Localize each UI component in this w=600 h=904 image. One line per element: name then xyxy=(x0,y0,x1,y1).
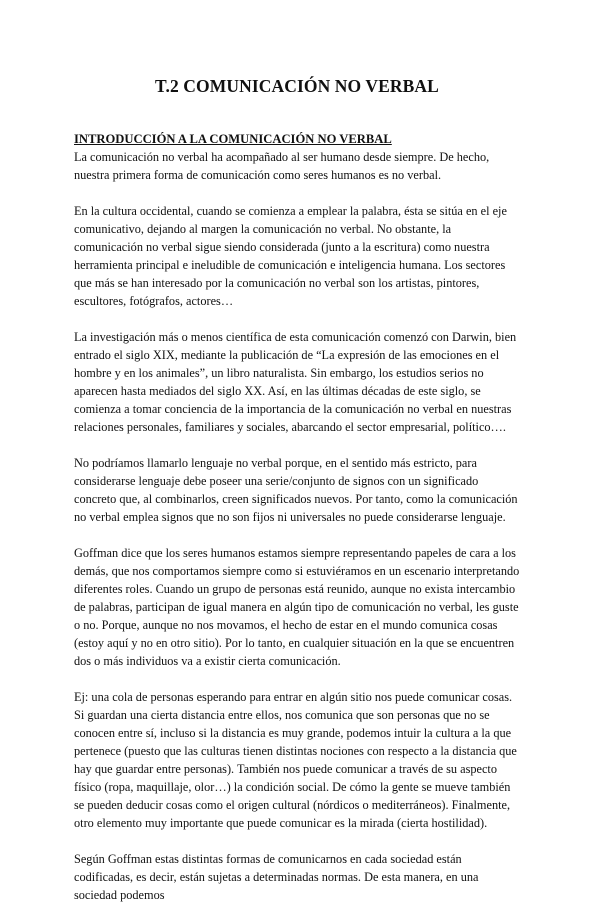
paragraph: Según Goffman estas distintas formas de comunicarnos en cada sociedad están codificadas, es decir, están sujetas a determinadas normas. De esta manera, en una sociedad podemos xyxy=(74,851,479,902)
paragraph: No podríamos llamarlo lenguaje no verbal porque, en el sentido más estricto, para considerarse lenguaje debe poseer una serie/conjunto de signos con un significado concreto que, al combinarlos, creen significados nuevos. Por tanto, como la comunicación no verbal emplea signos que no son fijos ni universales no puede considerarse lenguaje. xyxy=(74,455,518,524)
paragraph: En la cultura occidental, cuando se comienza a emplear la palabra, ésta se sitúa en el eje comunicativo, dejando al margen la comunicación no verbal. No obstante, la comunicación no verbal sigue siendo considerada (junto a la escritura) como nuestra herramienta principal e ineludible de comunicación e inteligencia humana. Los sectores que más se han interesado por la comunicación no verbal son los artistas, pintores, escultores, fotógrafos, actores… xyxy=(74,203,507,308)
paragraph: La investigación más o menos científica de esta comunicación comenzó con Darwin, bien entrado el siglo XIX, mediante la publicación de “La expresión de las emociones en el hombre y en los animales”, un libro naturalista. Sin embargo, los estudios serios no aparecen hasta mediados del siglo XX. Así, en las últimas décadas de este siglo, se comienza a tomar conciencia de la importancia de la comunicación no verbal en nuestras relaciones personales, familiares y sociales, abarcando el sector empresarial, político…. xyxy=(74,329,517,434)
paragraph: Goffman dice que los seres humanos estamos siempre representando papeles de cara a los demás, que nos comportamos siempre como si estuviéramos en un escenario interpretando diferentes roles. Cuando un grupo de personas está reunido, aunque no exista intercambio de palabras, participan de igual manera en algún tipo de comunicación no verbal, les guste o no. Porque, aunque no nos movamos, el hecho de estar en el mundo comunica cosas (estoy aquí y no en otro sitio). Por lo tanto, en cualquier situación en la que se encuentren dos o más individuos va a existir cierta comunicación. xyxy=(74,545,520,668)
page-title: T.2 COMUNICACIÓN NO VERBAL xyxy=(155,76,439,96)
paragraph: La comunicación no verbal ha acompañado al ser humano desde siempre. De hecho, nuestra primera forma de comunicación como seres humanos es no verbal. xyxy=(74,149,490,182)
section-heading: INTRODUCCIÓN A LA COMUNICACIÓN NO VERBAL xyxy=(74,132,392,146)
paragraph: Ej: una cola de personas esperando para entrar en algún sitio nos puede comunicar cosas. Si guardan una cierta distancia entre ellos, nos comunica que son personas que no se conocen entre sí, incluso si la distancia es muy grande, podemos intuir la cultura a la que pertenece (puesto que las culturas tienen distintas nociones con respecto a la distancia que hay que guardar entre personas). También nos puede comunicar a través de su aspecto físico (ropa, maquillaje, olor…) la condición social. De cómo la gente se mueve también se pueden deducir cosas como el origen cultural (nórdicos o mediterráneos). Finalmente, otro elemento muy importante que puede comunicar es la mirada (cierta hostilidad). xyxy=(74,689,517,830)
